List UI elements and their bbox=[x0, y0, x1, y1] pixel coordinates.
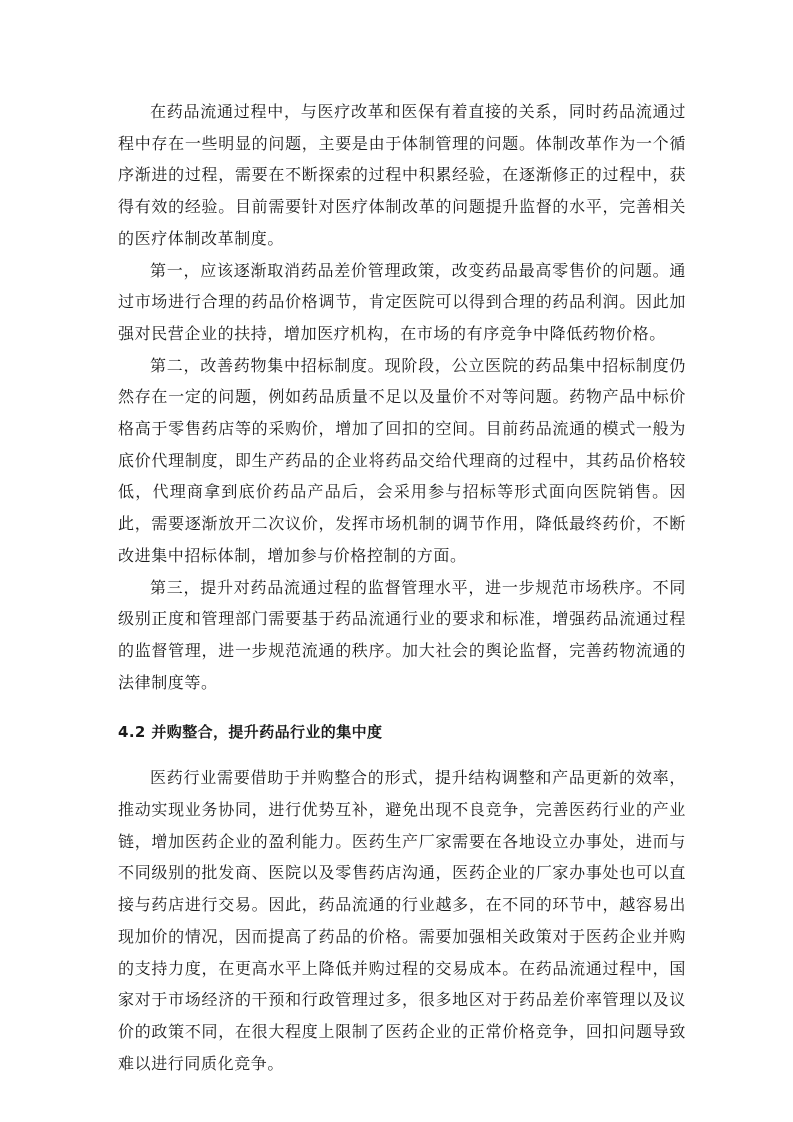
paragraph-reform-intro: 在药品流通过程中，与医疗改革和医保有着直接的关系，同时药品流通过程中存在一些明显的问题，主要是由于体制管理的问题。体制改革作为一个循序渐进的过程，需要在不断探索的过程中积累经验，在逐渐修正的过程中，获得有效的经验。目前需要针对医疗体制改革的问题提升监督的水平，完善相关的医疗体制改革制度。 bbox=[118, 102, 686, 248]
paragraph-first-point: 第一，应该逐渐取消药品差价管理政策，改变药品最高零售价的问题。通过市场进行合理的药品价格调节，肯定医院可以得到合理的药品利润。因此加强对民营企业的扶持，增加医疗机构，在市场的有序竞争中降低药物价格。 bbox=[118, 260, 686, 343]
section-heading: 4.2 并购整合，提升药品行业的集中度 bbox=[118, 723, 383, 742]
paragraph-merger-integration: 医药行业需要借助于并购整合的形式，提升结构调整和产品更新的效率，推动实现业务协同，进行优势互补，避免出现不良竞争，完善医药行业的产业链，增加医药企业的盈利能力。医药生产厂家需要在各地设立办事处，进而与不同级别的批发商、医院以及零售药店沟通，医药企业的厂家办事处也可以直接与药店进行交易。因此，药品流通的行业越多，在不同的环节中，越容易出现加价的情况，因而提高了药品的价格。需要加强相关政策对于医药企业并购的支持力度，在更高水平上降低并购过程的交易成本。在药品流通过程中，国家对于市场经济的干预和行政管理过多，很多地区对于药品差价率管理以及议价的政策不同，在很大程度上限制了医药企业的正常价格竞争，回扣问题导致难以进行同质化竞争。 bbox=[118, 768, 686, 1073]
paragraph-second-point: 第二，改善药物集中招标制度。现阶段，公立医院的药品集中招标制度仍然存在一定的问题，例如药品质量不足以及量价不对等问题。药物产品中标价格高于零售药店等的采购价，增加了回扣的空间。目前药品流通的模式一般为底价代理制度，即生产药品的企业将药品交给代理商的过程中，其药品价格较低，代理商拿到底价药品产品后，会采用参与招标等形式面向医院销售。因此，需要逐渐放开二次议价，发挥市场机制的调节作用，降低最终药价，不断改进集中招标体制，增加参与价格控制的方面。 bbox=[118, 355, 686, 565]
paragraph-third-point: 第三，提升对药品流通过程的监督管理水平，进一步规范市场秩序。不同级别正度和管理部门需要基于药品流通行业的要求和标准，增强药品流通过程的监督管理，进一步规范流通的秩序。加大社会的舆论监督，完善药物流通的法律制度等。 bbox=[118, 577, 686, 692]
document-page bbox=[118, 96, 686, 1079]
